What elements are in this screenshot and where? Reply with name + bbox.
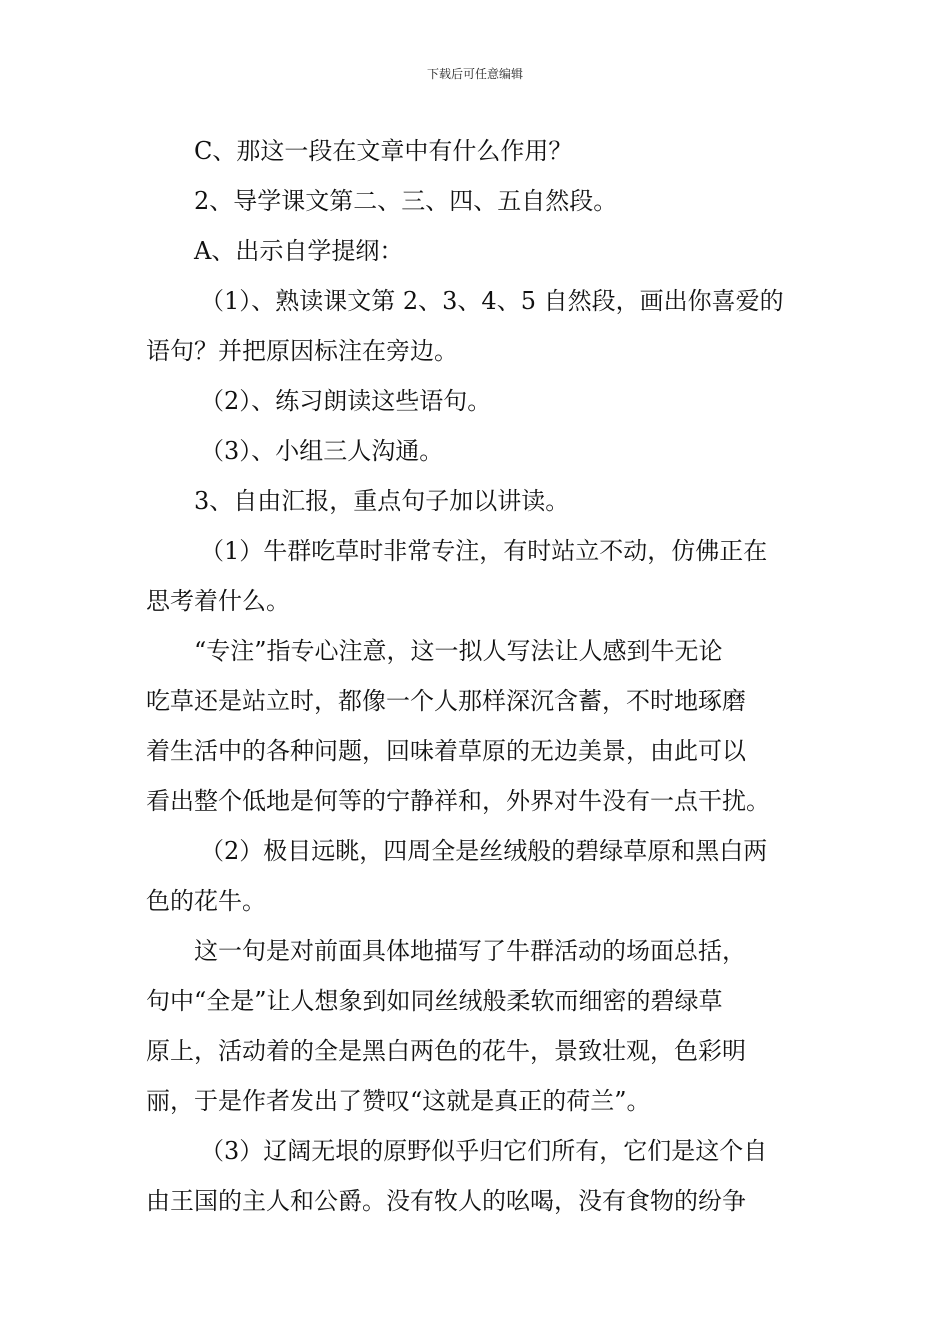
text-line: （1）、熟读课文第 2、3、4、5 自然段，画出你喜爱的 — [200, 287, 784, 315]
text-line: 色的花牛。 — [146, 887, 266, 915]
document-body — [146, 126, 810, 1226]
text-line: 2、导学课文第二、三、四、五自然段。 — [194, 187, 618, 215]
text-line: 看出整个低地是何等的宁静祥和，外界对牛没有一点干扰。 — [146, 787, 770, 815]
text-line: 思考着什么。 — [146, 587, 290, 615]
text-line: （2）、练习朗读这些语句。 — [200, 387, 492, 415]
text-line: 着生活中的各种问题，回味着草原的无边美景，由此可以 — [146, 737, 746, 765]
text-line: 吃草还是站立时，都像一个人那样深沉含蓄，不时地琢磨 — [146, 687, 746, 715]
text-line: 句中“全是”让人想象到如同丝绒般柔软而细密的碧绿草 — [146, 987, 723, 1015]
text-line: 3、自由汇报，重点句子加以讲读。 — [194, 487, 570, 515]
text-line: （2）极目远眺，四周全是丝绒般的碧绿草原和黑白两 — [200, 837, 768, 865]
page-header: 下载后可任意编辑 — [426, 67, 523, 81]
text-line: 语句？并把原因标注在旁边。 — [146, 337, 458, 365]
text-line: 原上，活动着的全是黑白两色的花牛，景致壮观，色彩明 — [146, 1037, 746, 1065]
text-line: （3）、小组三人沟通。 — [200, 437, 444, 465]
text-line: （3）辽阔无垠的原野似乎归它们所有，它们是这个自 — [200, 1137, 768, 1165]
text-line: A、出示自学提纲： — [194, 237, 404, 265]
text-line: 由王国的主人和公爵。没有牧人的吆喝，没有食物的纷争 — [146, 1187, 746, 1215]
text-line: 这一句是对前面具体地描写了牛群活动的场面总括， — [194, 937, 746, 965]
text-line: （1）牛群吃草时非常专注，有时站立不动，仿佛正在 — [200, 537, 768, 565]
text-line: “专注”指专心注意，这一拟人写法让人感到牛无论 — [194, 637, 723, 665]
text-line: C、那这一段在文章中有什么作用？ — [194, 137, 573, 165]
text-line: 丽，于是作者发出了赞叹“这就是真正的荷兰”。 — [146, 1087, 651, 1115]
